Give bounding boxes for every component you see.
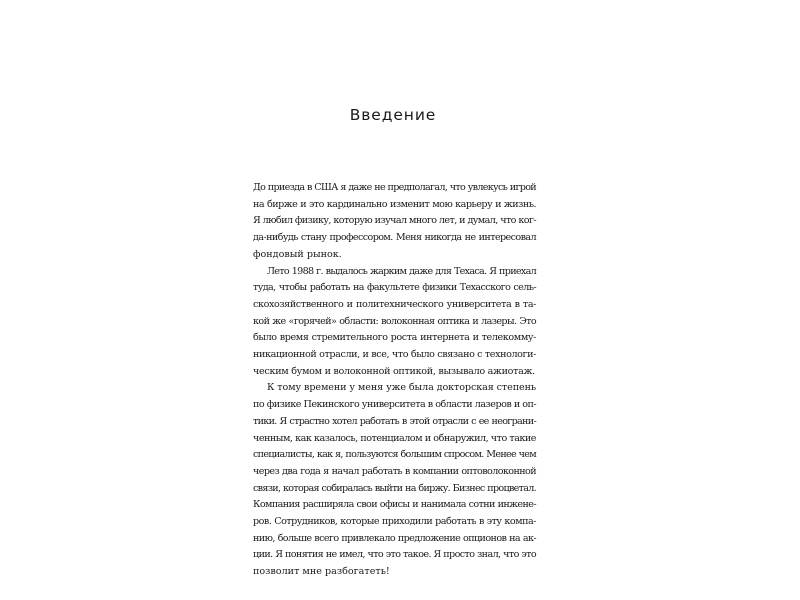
text-line: туда, чтобы работать на факультете физики Техасского сель-: [253, 282, 536, 294]
chapter-title: Введение: [349, 106, 437, 124]
text-line: ческим бумом и волоконной оптикой, вызывало ажиотаж.: [253, 365, 535, 377]
text-line: было время стремительного роста интернета и телекомму-: [253, 332, 536, 344]
text-line: скохозяйственного и политехнического университета в та-: [253, 298, 536, 310]
body-text: [253, 180, 536, 581]
text-line: Компания расширяла свои офисы и нанимала сотни инжене-: [253, 499, 536, 511]
text-line: ров. Сотрудников, которые приходили работать в эту компа-: [253, 516, 536, 528]
text-line: никационной отрасли, и все, что было связано с технологи-: [253, 349, 536, 361]
text-line: До приезда в США я даже не предполагал, что увлекусь игрой: [253, 182, 536, 193]
text-line: К тому времени у меня уже была докторская степень: [267, 382, 536, 394]
paragraph-2: [253, 264, 536, 381]
text-line: на бирже и это кардинально изменит мою карьеру и жизнь.: [253, 198, 536, 210]
paragraph-3: [253, 380, 536, 580]
text-line: через два года я начал работать в компании оптоволоконной: [253, 465, 536, 477]
text-line: тики. Я страстно хотел работать в этой отрасли с ее неограни-: [253, 415, 536, 427]
text-line: нию, больше всего привлекало предложение опционов на ак-: [253, 532, 536, 544]
text-line: Лето 1988 г. выдалось жарким даже для Техаса. Я приехал: [267, 265, 536, 277]
paragraph-1: [253, 180, 536, 264]
text-line: ченным, как казалось, потенциалом и обнаружил, что такие: [253, 432, 536, 444]
text-line: по физике Пекинского университета в области лазеров и оп-: [253, 399, 537, 411]
text-line: фондовый рынок.: [253, 248, 342, 260]
text-line: позволит мне разбогатеть!: [253, 566, 390, 578]
text-line: связи, которая собиралась выйти на биржу. Бизнес процветал.: [253, 482, 536, 494]
text-line: кой же «горячей» области: волоконная оптика и лазеры. Это: [253, 315, 536, 327]
text-line: специалисты, как я, пользуются большим спросом. Менее чем: [253, 449, 536, 461]
text-line: ции. Я понятия не имел, что это такое. Я просто знал, что это: [253, 549, 536, 561]
text-line: да-нибудь стану профессором. Меня никогда не интересовал: [253, 232, 536, 244]
text-line: Я любил физику, которую изучал много лет, и думал, что ког-: [253, 215, 536, 227]
